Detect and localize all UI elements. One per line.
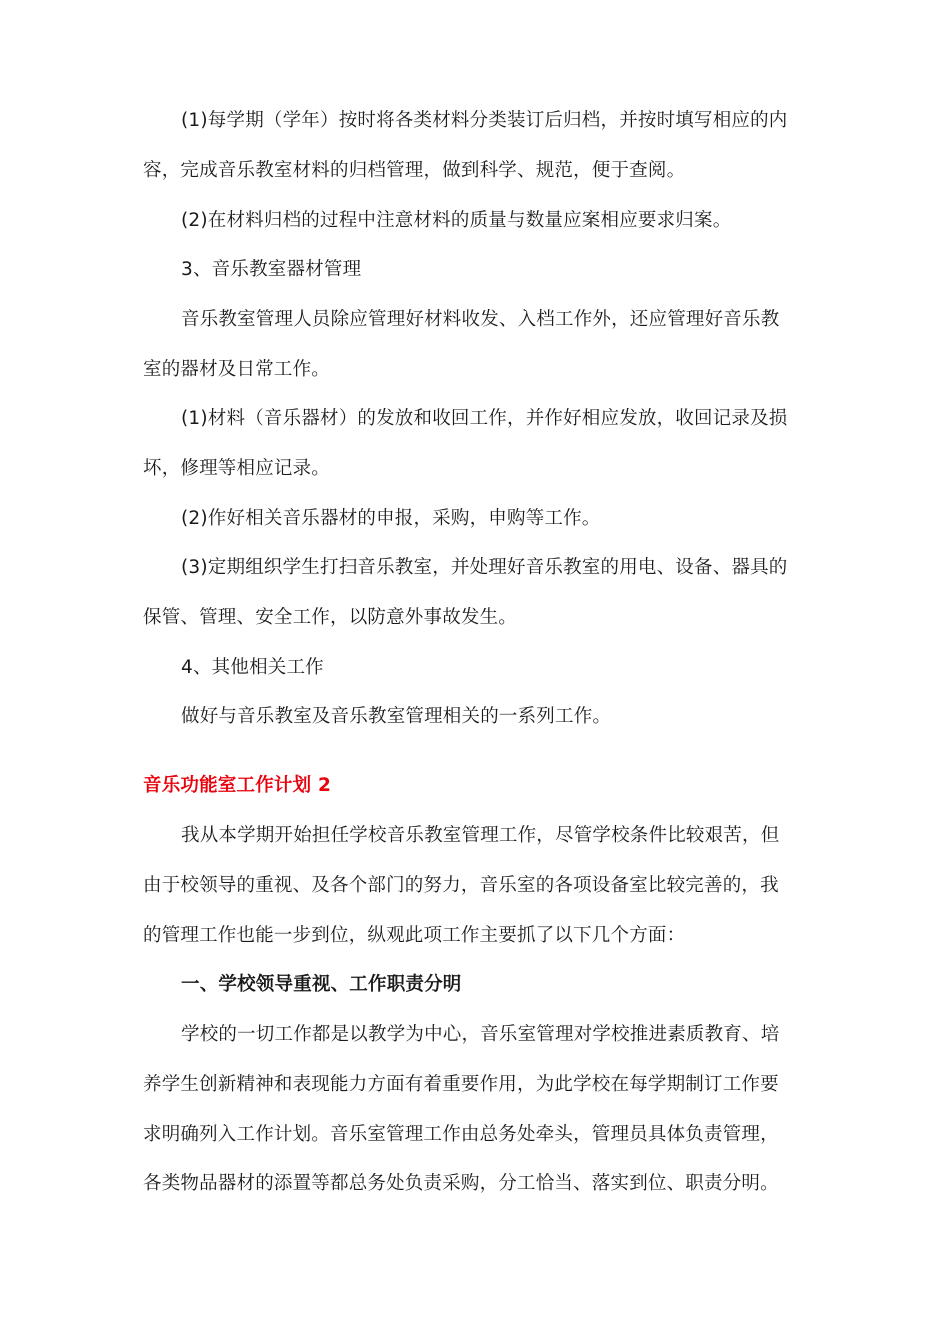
- paragraph-line: 坏，修理等相应记录。: [143, 458, 331, 479]
- paragraph-line: 各类物品器材的添置等都总务处负责采购，分工恰当、落实到位、职责分明。: [143, 1173, 779, 1194]
- paragraph-line: 保管、管理、安全工作，以防意外事故发生。: [143, 607, 518, 628]
- paragraph-line: 我从本学期开始担任学校音乐教室管理工作，尽管学校条件比较艰苦，但: [181, 825, 780, 846]
- section-heading: 一、学校领导重视、工作职责分明: [181, 974, 462, 995]
- paragraph-line: 容，完成音乐教室材料的归档管理，做到科学、规范，便于查阅。: [143, 160, 686, 181]
- paragraph-line: 室的器材及日常工作。: [143, 359, 331, 380]
- paragraph-line: 学校的一切工作都是以教学为中心，音乐室管理对学校推进素质教育、培: [181, 1024, 780, 1045]
- section-heading: 3、音乐教室器材管理: [181, 259, 362, 280]
- section-heading: 4、其他相关工作: [181, 657, 324, 678]
- paragraph-line: 做好与音乐教室及音乐教室管理相关的一系列工作。: [181, 706, 612, 727]
- paragraph-line: (2)在材料归档的过程中注意材料的质量与数量应案相应要求归案。: [181, 210, 732, 231]
- paragraph-line: 由于校领导的重视、及各个部门的努力，音乐室的各项设备室比较完善的，我: [143, 875, 779, 896]
- paragraph-line: (1)每学期（学年）按时将各类材料分类装订后归档，并按时填写相应的内: [181, 110, 788, 131]
- paragraph-line: 养学生创新精神和表现能力方面有着重要作用，为此学校在每学期制订工作要: [143, 1074, 779, 1095]
- paragraph-line: (1)材料（音乐器材）的发放和收回工作，并作好相应发放，收回记录及损: [181, 408, 788, 429]
- paragraph-line: 的管理工作也能一步到位，纵观此项工作主要抓了以下几个方面：: [143, 925, 686, 946]
- paragraph-line: (3)定期组织学生打扫音乐教室，并处理好音乐教室的用电、设备、器具的: [181, 557, 788, 578]
- article-title: 音乐功能室工作计划 2: [143, 775, 332, 796]
- paragraph-line: (2)作好相关音乐器材的申报，采购，申购等工作。: [181, 508, 601, 529]
- paragraph-line: 求明确列入工作计划。音乐室管理工作由总务处牵头，管理员具体负责管理，: [143, 1124, 779, 1145]
- paragraph-line: 音乐教室管理人员除应管理好材料收发、入档工作外，还应管理好音乐教: [181, 309, 780, 330]
